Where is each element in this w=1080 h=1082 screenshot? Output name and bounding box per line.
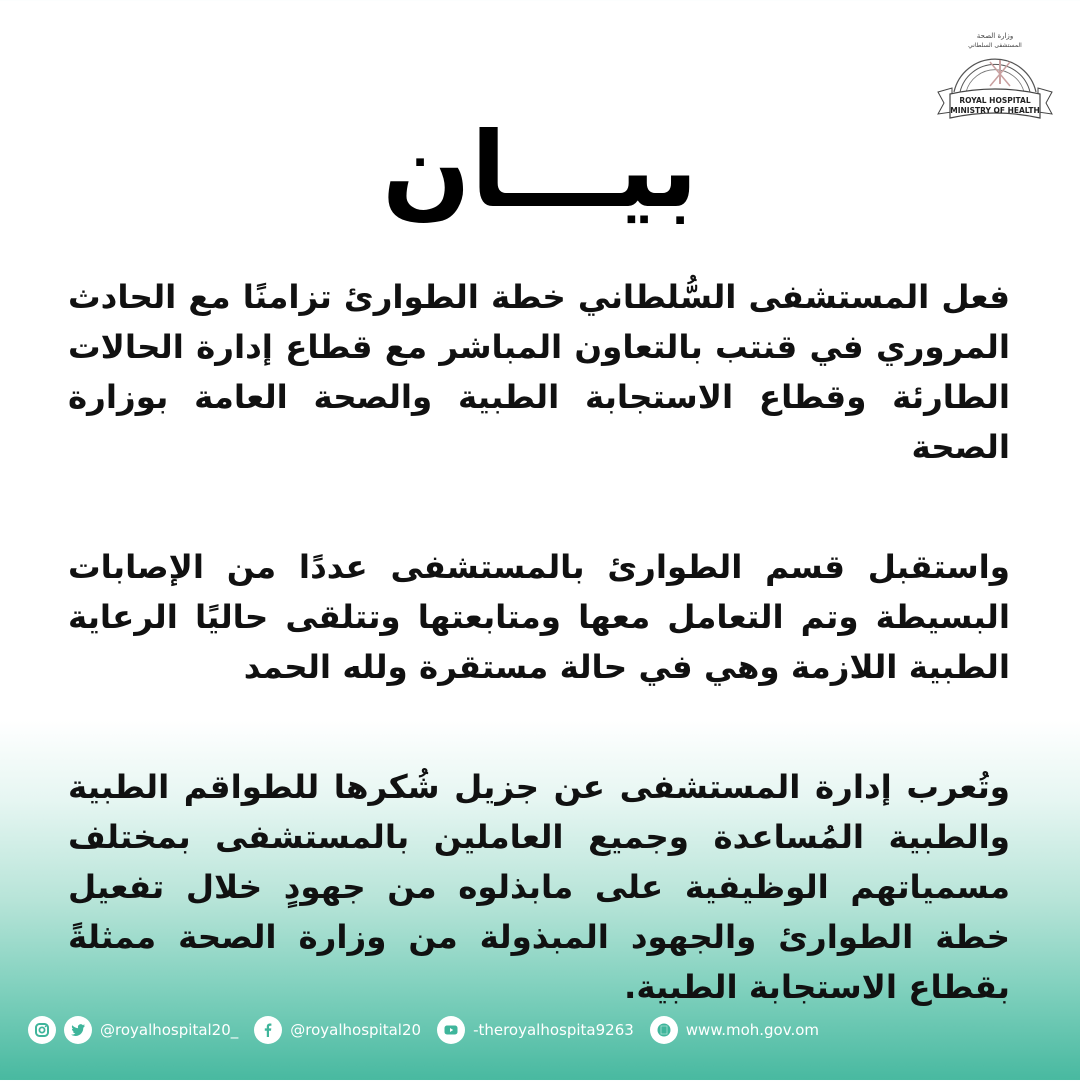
facebook-icon[interactable]	[254, 1016, 282, 1044]
svg-text:وزارة الصحة: وزارة الصحة	[976, 32, 1014, 40]
svg-text:المستشفى السلطاني: المستشفى السلطاني	[968, 42, 1022, 49]
svg-text:ROYAL HOSPITAL: ROYAL HOSPITAL	[959, 96, 1031, 105]
paragraph-emergency-plan: فعل المستشفى السُّلطاني خطة الطوارئ تزامنًا مع الحادث المروري في قنتب بالتعاون المباشر مع قطاع إدارة الحالات الطارئة وقطاع الاستجابة الطبية والصحة العامة بوزارة الصحة	[68, 278, 1010, 466]
instagram-icon[interactable]	[28, 1016, 56, 1044]
statement-body	[68, 272, 1010, 1082]
social-footer	[28, 1014, 827, 1046]
svg-text:MINISTRY OF HEALTH: MINISTRY OF HEALTH	[950, 106, 1040, 115]
globe-icon[interactable]	[650, 1016, 678, 1044]
paragraph-thanks: وتُعرب إدارة المستشفى عن جزيل شُكرها للطواقم الطبية والطبية المُساعدة وجميع العاملين بالمستشفى بمختلف مسمياتهم الوظيفية على مابذلوه من جهودٍ خلال تفعيل خطة الطوارئ والجهود المبذولة من وزارة الصحة ممثلةً بقطاع الاستجابة الطبية.	[68, 768, 1010, 1006]
twitter-handle[interactable]: @royalhospital20_	[100, 1021, 239, 1039]
youtube-icon[interactable]	[437, 1016, 465, 1044]
twitter-icon[interactable]	[64, 1016, 92, 1044]
page-title: بيـــان	[382, 109, 698, 231]
youtube-handle[interactable]: -theroyalhospita9263	[473, 1021, 634, 1039]
website-link[interactable]: www.moh.gov.om	[685, 1021, 820, 1039]
paragraph-injuries-status: واستقبل قسم الطوارئ بالمستشفى عددًا من الإصابات البسيطة وتم التعامل معها ومتابعتها وتتلقى حاليًا الرعاية الطبية اللازمة وهي في حالة مستقرة ولله الحمد	[68, 548, 1010, 686]
facebook-handle[interactable]: @royalhospital20	[290, 1021, 422, 1039]
